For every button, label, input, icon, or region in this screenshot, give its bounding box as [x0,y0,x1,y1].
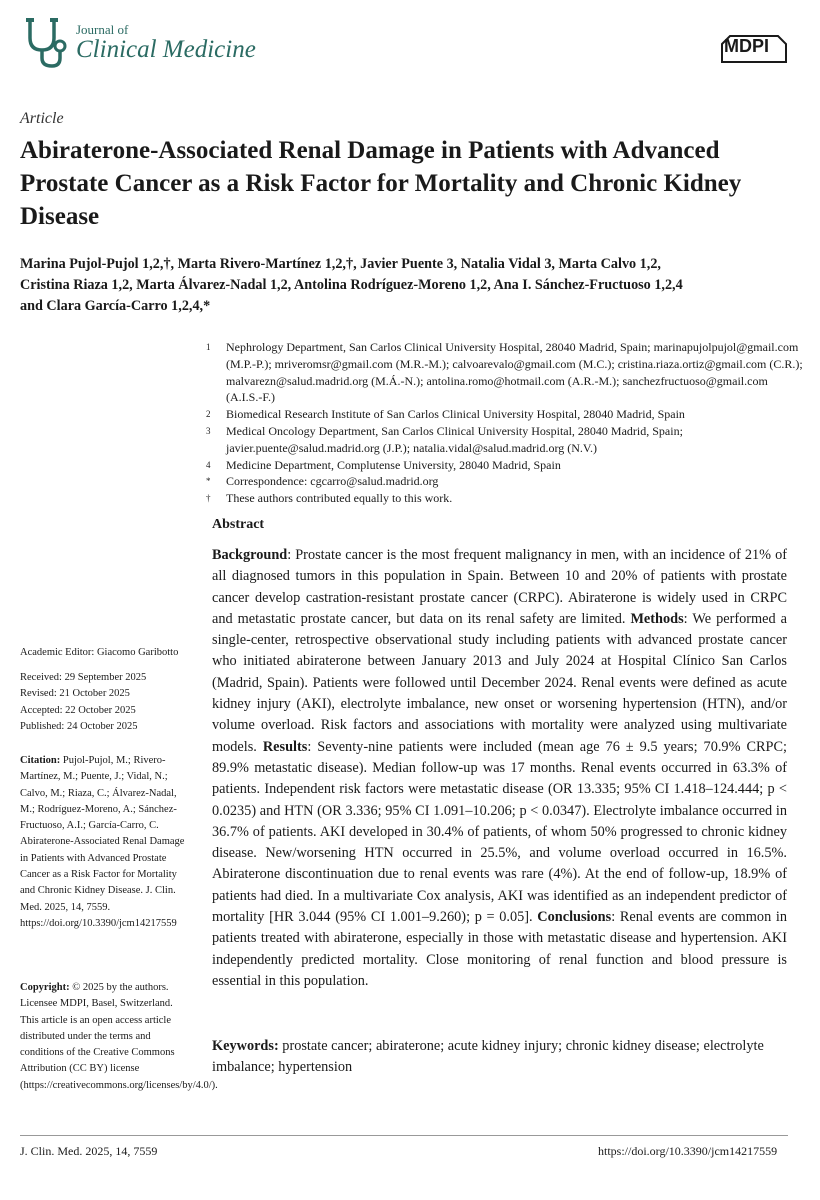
journal-small-label: Journal of [76,22,129,37]
article-type: Article [20,110,64,127]
journal-logo [20,14,280,74]
citation: Citation: Pujol-Pujol, M.; Rivero-Martínez, M.; Puente, J.; Vidal, N.; Calvo, M.; Riaza, C.; Álvarez-Nadal, M.; Rodríguez-Moreno, A.; Sánchez-Fructuoso, A.I.; García-Carro, C. Abiraterone-Associated Renal Damage in Patients with Advanced Prostate Cancer as a Risk Factor for Mortality and Chronic Kidney Disease. J. Clin. Med. 2025, 14, 7559. https://doi.org/10.3390/jcm14217559 [20,755,185,929]
received-date: Received: 29 September 2025 [20,672,147,683]
copyright: Copyright: © 2025 by the authors. Licensee MDPI, Basel, Switzerland. This article is an open access article distributed under the terms and conditions of the Creative Commons Attribution (CC BY) license (https://creativecommons.org/licenses/by/4.0/). [20,982,218,1091]
keywords: Keywords: prostate cancer; abiraterone; acute kidney injury; chronic kidney disease; electrolyte imbalance; hypertension [212,1038,764,1076]
affiliation-2: 2 Biomedical Research Institute of San Carlos Clinical University Hospital, 28040 Madrid, Spain [206,407,685,422]
equal-contribution-note: † These authors contributed equally to this work. [206,491,453,506]
affiliation-1: 1 Nephrology Department, San Carlos Clinical University Hospital, 28040 Madrid, Spain; marinapujolpujol@gmail.com (M.P.-P.); mriveromsr@gmail.com (M.R.-M.); calvoarevalo@gmail.com (M.C.); cristina.riaza.ortiz@gmail.com (C.R.); malvarezn@salud.madrid.org (M.Á.-N.); antolina.romo@hotmail.com (A.R.-M.); sanchezfructuoso@gmail.com (A.I.S.-F.) [206,340,803,405]
affiliation-3: 3 Medical Oncology Department, San Carlos Clinical University Hospital, 28040 Madrid, Spain; javier.puente@salud.madrid.org (J.P.); natalia.vidal@salud.madrid.org (N.V.) [206,423,683,455]
academic-editor: Academic Editor: Giacomo Garibotto [20,647,179,658]
affiliation-4: 4 Medicine Department, Complutense University, 28040 Madrid, Spain [206,457,561,472]
article-dates [20,670,188,735]
publisher-name: MDPI [724,36,769,56]
journal-name: Clinical Medicine [76,36,256,63]
author-list: Marina Pujol-Pujol 1,2,†, Marta Rivero-Martínez 1,2,†, Javier Puente 3, Natalia Vidal 3, Marta Calvo 1,2, Cristina Riaza 1,2, Marta Álvarez-Nadal 1,2, Antolina Rodríguez-Moreno 1,2, Ana I. Sánchez-Fructuoso 1,2,4 and Clara García-Carro 1,2,4,* [20,256,683,314]
footer-divider [20,1135,788,1136]
abstract-heading: Abstract [212,517,265,532]
affiliations [206,339,806,507]
abstract-body: Background: Prostate cancer is the most frequent malignancy in men, with an incidence of 21% of all diagnosed tumors in this population in Spain. Between 10 and 20% of patients with prostate cancer develop castration-resistant prostate cancer (CRPC). Abiraterone is widely used in CRPC and metastatic prostate cancer, but data on its renal safety are limited. Methods: We performed a single-center, retrospective observational study including patients with advanced prostate cancer who initiated abiraterone between January 2013 and July 2024 at Hospital Clínico San Carlos (Madrid, Spain). Patients were followed until December 2024. Renal events were defined as acute kidney injury (AKI), electrolyte imbalance, new onset or worsening hypertension (HTN), and/or volume overload. Risk factors and associations with mortality were analyzed using multivariate models. Results: Seventy-nine patients were included (mean age 76 ± 9.5 years; 70.9% CRPC; 89.9% metastatic disease). Median follow-up was 17 months. Renal events occurred in 63.3% of patients. Independent risk factors were metastatic disease (OR 13.335; 95% CI 1.418–124.444; p < 0.0235) and HTN (OR 3.336; 95% CI 1.091–10.206; p < 0.0347). Electrolyte imbalance occurred in 36.7% of patients. AKI developed in 30.4% of patients, of whom 50% progressed to chronic kidney disease. New/worsening HTN occurred in 25.5%, and volume overload occurred in 16.5%. Abiraterone discontinuation due to renal events was rare (4%). At the end of follow-up, 18.9% of patients had died. In a multivariate Cox analysis, AKI was identified as an independent predictor of mortality [HR 3.044 (95% CI 1.001–9.260); p = 0.05]. Conclusions: Renal events are common in patients treated with abiraterone, especially in those with metastatic disease and hypertension. AKI independently predicted mortality. Close monitoring of renal function and blood pressure is essential in this population. [212,547,788,989]
correspondence: * Correspondence: cgcarro@salud.madrid.org [206,474,439,489]
revised-date: Revised: 21 October 2025 [20,688,130,700]
footer-doi-link[interactable]: https://doi.org/10.3390/jcm14217559 [598,1144,778,1158]
publisher-logo [720,32,788,66]
stethoscope-icon [20,16,70,70]
article-title: Abiraterone-Associated Renal Damage in Patients with Advanced Prostate Cancer as a Risk Factor for Mortality and Chronic Kidney Disease [20,137,742,230]
published-date: Published: 24 October 2025 [20,720,138,732]
footer-citation: J. Clin. Med. 2025, 14, 7559 [20,1144,158,1158]
accepted-date: Accepted: 22 October 2025 [20,704,136,716]
